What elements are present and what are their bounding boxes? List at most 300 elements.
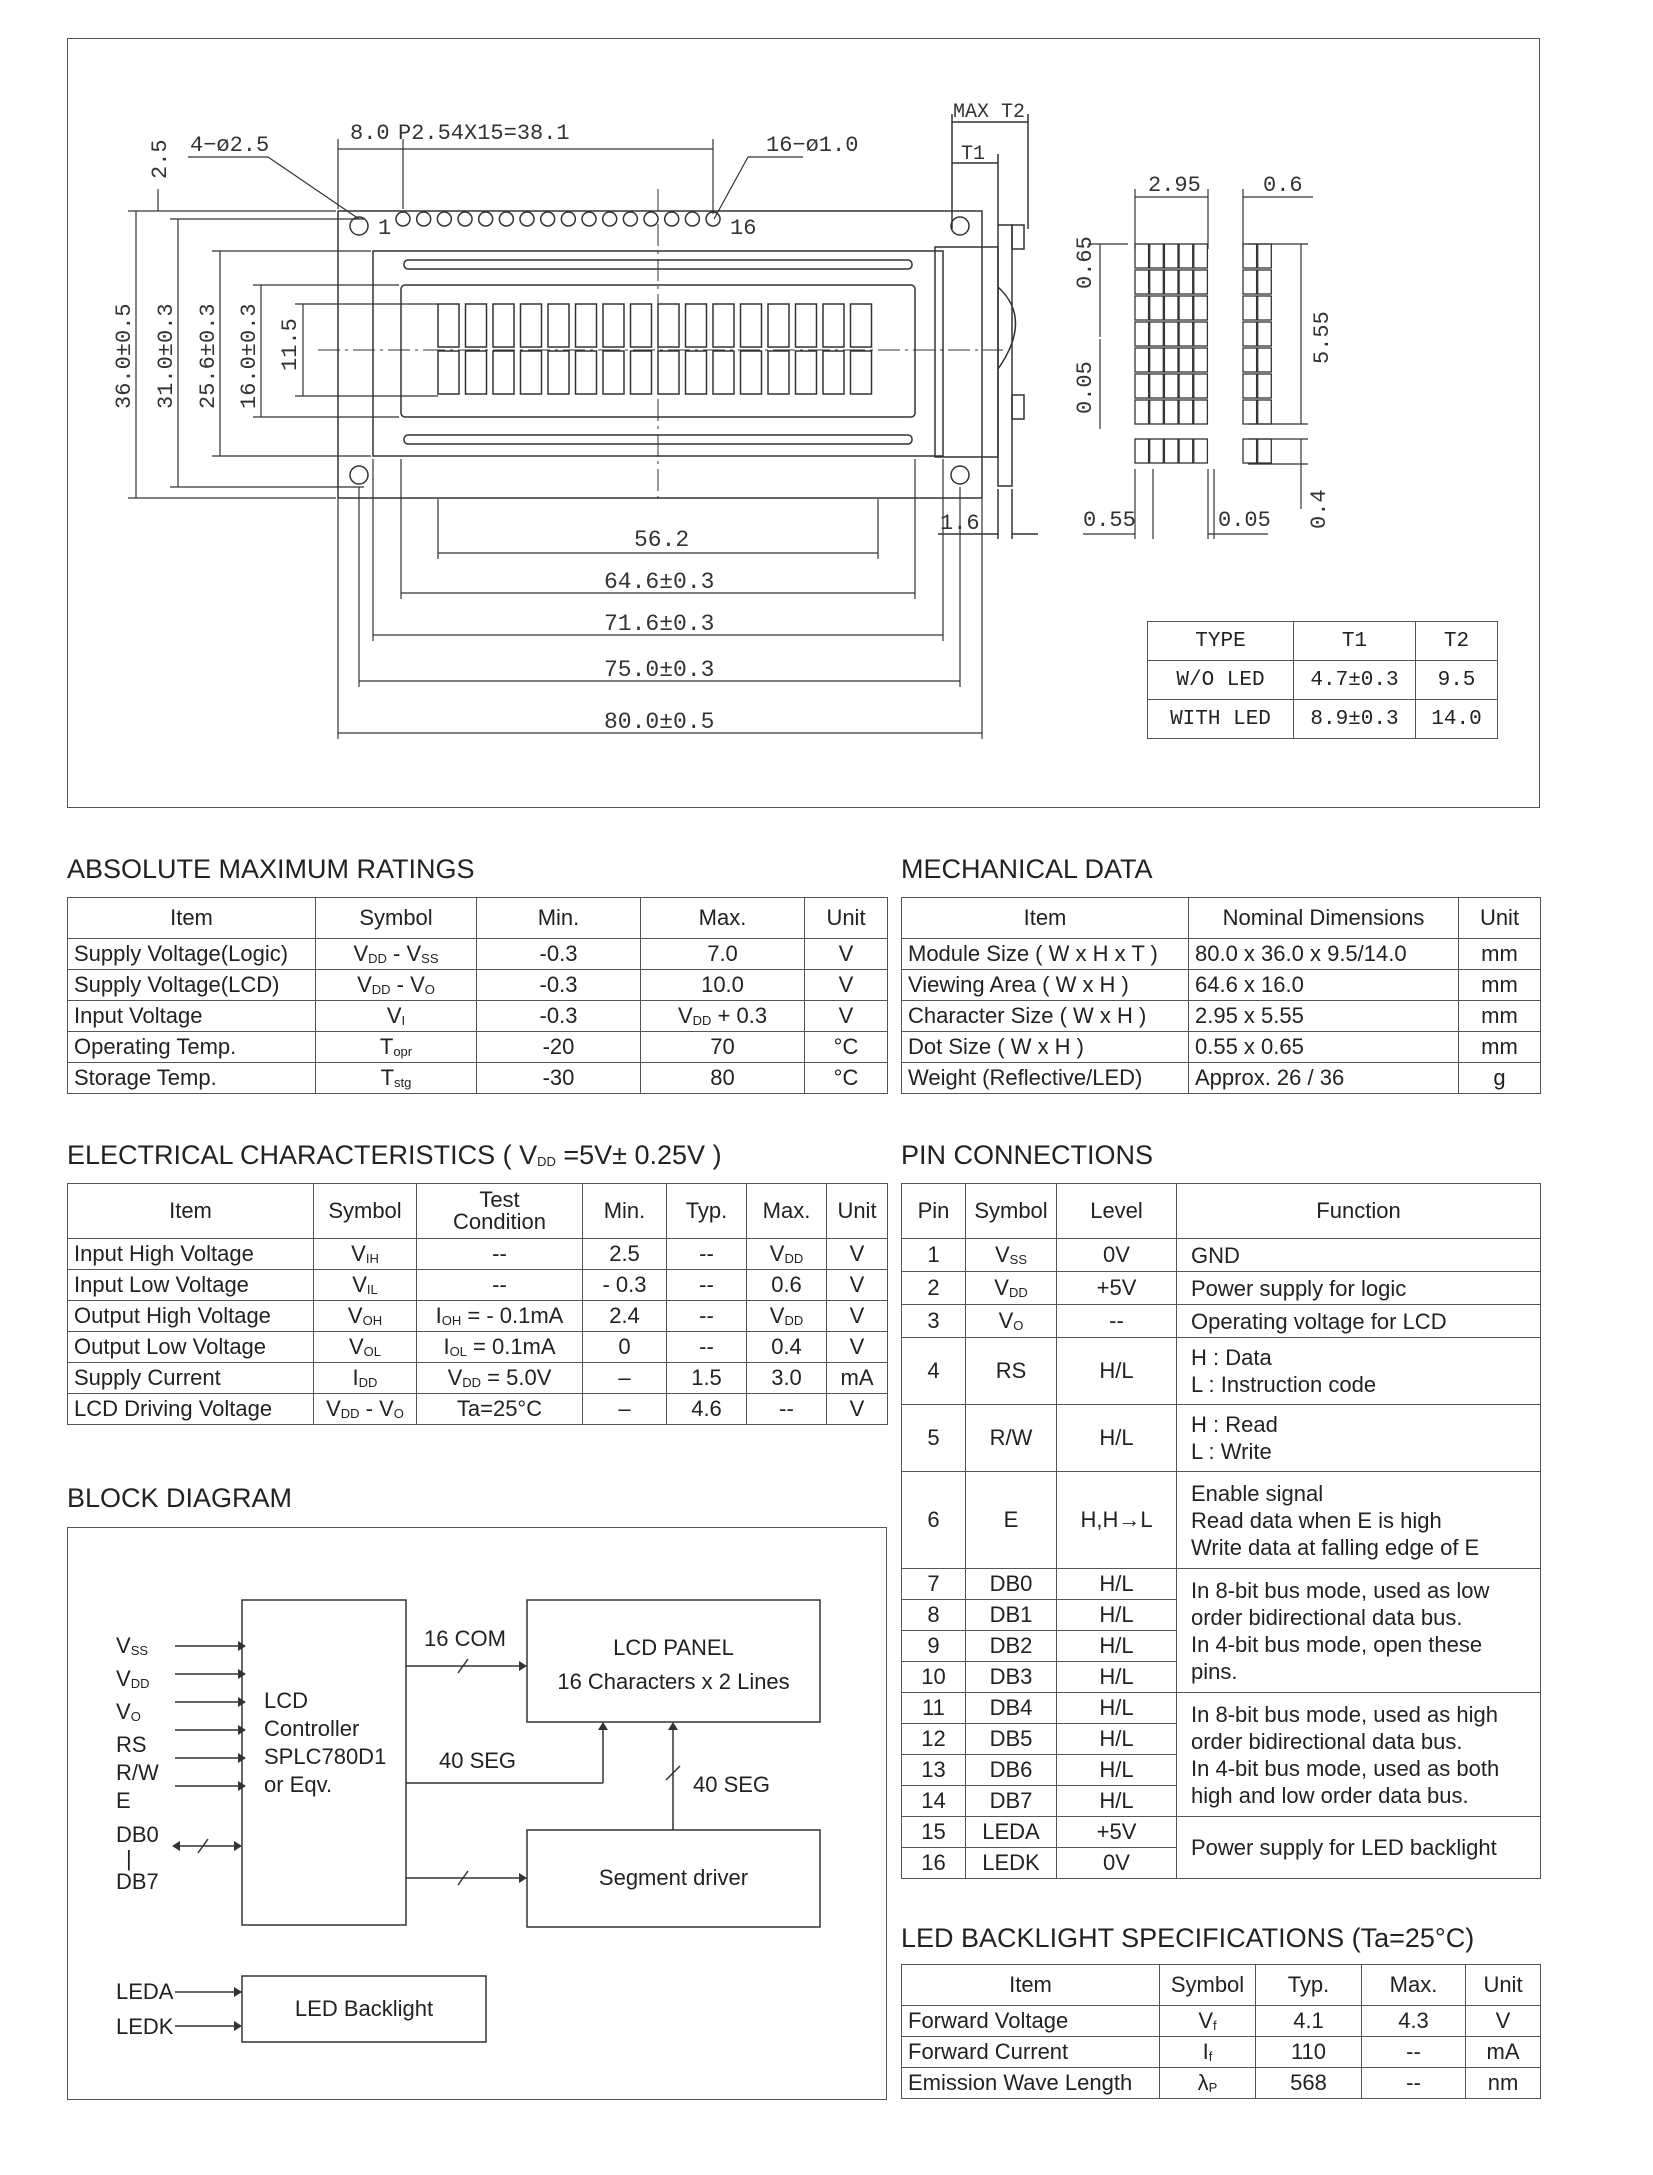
pin-level: 0V [1057,1848,1177,1879]
db0-label: DB0 [116,1822,159,1847]
col-typ: Typ. [1256,1965,1362,2006]
abs-max-row-cell: 10.0 [641,970,805,1001]
char-cell [548,351,569,394]
dot [1243,270,1257,294]
mech-row [902,970,1541,1001]
type-t2-value: 14.0 [1416,700,1498,739]
abs-max-row-cell: $V_I$ [316,1001,477,1032]
pin-symbol: RS [966,1338,1057,1405]
abs-max-row-cell: V [805,1001,888,1032]
elec-row-cell: -- [667,1301,747,1332]
dot [1194,400,1208,424]
char-cell [686,351,707,394]
elec-row-cell: -- [667,1270,747,1301]
dim-max-t2: MAX T2 [953,101,1026,124]
pin-function-line: pins. [1191,1658,1238,1684]
pin-number: 8 [902,1600,966,1631]
pin-row [902,1272,1541,1305]
dim-char-gap: 0.6 [1263,173,1303,198]
elec-row [68,1363,888,1394]
dot [1243,374,1257,398]
dot [1194,270,1208,294]
char-cell [521,351,542,394]
pin-function-line: H : Data [1191,1345,1272,1370]
col-unit: Unit [1466,1965,1541,2006]
elec-row-cell: $V_{OL}$ [314,1332,417,1363]
mech-row-cell: Weight (Reflective/LED) [902,1063,1189,1094]
char-cell [603,351,624,394]
dim-t1: T1 [961,143,986,166]
dim-dot-gap2: 0.05 [1218,508,1271,533]
elec-row-cell: Output Low Voltage [68,1332,314,1363]
dot [1135,296,1149,320]
pin-hole [417,212,431,226]
dot [1135,439,1149,463]
mech-row-cell: mm [1459,970,1541,1001]
pin-function: Power supply for logic [1177,1272,1541,1305]
abs-max-row-cell: V [805,970,888,1001]
pin-row [902,1817,1541,1848]
dot [1258,348,1272,372]
dot [1164,374,1178,398]
backlight-row [902,2068,1541,2099]
elec-row-cell: Output High Voltage [68,1301,314,1332]
pin-symbol: LEDK [966,1848,1057,1879]
pin-symbol: $V_O$ [966,1305,1057,1338]
mech-row-cell: 64.6 x 16.0 [1189,970,1459,1001]
pin-function [1177,1693,1541,1817]
pin-function-line: In 4-bit bus mode, open these [1191,1631,1483,1657]
seg-ctrl-label: 40 SEG [439,1748,517,1773]
dot [1135,348,1149,372]
pin-level: H/L [1057,1338,1177,1405]
dot [1135,244,1149,268]
char-cell [631,304,652,347]
backlight-row-cell: 568 [1256,2068,1362,2099]
col-max: Max. [747,1184,827,1239]
elec-row-cell: - 0.3 [583,1270,667,1301]
backlight-row-cell: nm [1466,2068,1541,2099]
pin-function [1177,1472,1541,1569]
pin-function-line: In 8-bit bus mode, used as low [1191,1577,1490,1603]
char-cell [493,304,514,347]
pin-level: 0V [1057,1239,1177,1272]
table-header-row [902,1965,1541,2006]
bd-panel-line: LCD PANEL [613,1635,734,1660]
type-t1-value: 4.7±0.3 [1294,661,1416,700]
elec-title-cond: ( $V_{DD} =5V\pm 0.25V$ ) [502,1140,722,1170]
dot [1164,322,1178,346]
dot [1164,439,1178,463]
char-cell [768,304,789,347]
pin-function-line: L : Instruction code [1191,1372,1377,1397]
dim-h-total: 36.0±0.5 [112,303,137,409]
pin-function-line: Read data when E is high [1191,1507,1442,1533]
type-row-with-led: WITH LED [1148,700,1294,739]
pin-number: 4 [902,1338,966,1405]
block-diagram-frame [67,1527,887,2100]
col-symbol: Symbol [314,1184,417,1239]
abs-max-row-cell: Storage Temp. [68,1063,316,1094]
elec-row-cell: $V_{DD} = 5.0V$ [417,1363,583,1394]
abs-max-row [68,939,888,970]
mech-row-cell: Viewing Area ( W x H ) [902,970,1189,1001]
col-item: Item [68,1184,314,1239]
mech-row-cell: Dot Size ( W x H ) [902,1032,1189,1063]
abs-max-row-cell: $T_{opr}$ [316,1032,477,1063]
elec-row-cell: Ta=25°C [417,1394,583,1425]
abs-max-row-cell: Supply Voltage(Logic) [68,939,316,970]
abs-max-row-cell: -0.3 [477,970,641,1001]
type-table [1147,621,1498,739]
elec-row-cell: Supply Current [68,1363,314,1394]
char-cell [768,351,789,394]
char-cell [438,351,459,394]
pin-row [902,1693,1541,1724]
pin-symbol: $V_{DD}$ [966,1272,1057,1305]
elec-row-cell: 2.4 [583,1301,667,1332]
dot [1194,244,1208,268]
pin-number: 14 [902,1786,966,1817]
pin-level: H/L [1057,1755,1177,1786]
pin-hole [685,212,699,226]
pin-symbol: DB1 [966,1600,1057,1631]
backlight-row-cell: $I_f$ [1160,2037,1256,2068]
pin-hole [603,212,617,226]
dot [1179,270,1193,294]
mech-title: MECHANICAL DATA [901,854,1153,884]
dim-w-chars: 56.2 [634,527,690,553]
abs-max-row-cell: $V_{DD} + 0.3$ [641,1001,805,1032]
drawing-frame [67,38,1540,808]
mech-row-cell: mm [1459,1032,1541,1063]
dim-pin-pitch: P2.54X15=38.1 [398,121,570,146]
backlight-row-cell: V [1466,2006,1541,2037]
dot [1179,244,1193,268]
col-item: Item [68,898,316,939]
pin-number: 13 [902,1755,966,1786]
mech-row [902,1001,1541,1032]
dim-h-area: 16.0±0.3 [237,303,262,409]
backlight-row-cell: $V_f$ [1160,2006,1256,2037]
mech-table [901,897,1541,1094]
dim-char-height: 5.55 [1310,311,1335,364]
abs-max-row [68,1001,888,1032]
pin-row [902,1239,1541,1272]
pin-hole [623,212,637,226]
elec-row-cell: Input Low Voltage [68,1270,314,1301]
pin-symbol: DB5 [966,1724,1057,1755]
elec-row-cell: $V_{OH}$ [314,1301,417,1332]
dim-w-total: 80.0±0.5 [604,709,715,735]
pin-number: 1 [902,1239,966,1272]
type-t1-value: 8.9±0.3 [1294,700,1416,739]
pin-number: 2 [902,1272,966,1305]
dot [1179,322,1193,346]
dim-margin-left: 8.0 [350,121,390,146]
col-min: Min. [477,898,641,939]
backlight-row-cell: Emission Wave Length [902,2068,1160,2099]
dot [1258,374,1272,398]
dot [1164,400,1178,424]
pin-function: Operating voltage for LCD [1177,1305,1541,1338]
col-typ: Typ. [667,1184,747,1239]
dot [1150,374,1164,398]
char-cell [823,351,844,394]
elec-row [68,1394,888,1425]
abs-max-row [68,970,888,1001]
abs-max-row-cell: Supply Voltage(LCD) [68,970,316,1001]
col-symbol: Symbol [966,1184,1057,1239]
mech-row [902,1063,1541,1094]
elec-row-cell: V [827,1270,888,1301]
col-pin: Pin [902,1184,966,1239]
dot [1150,270,1164,294]
pin-row [902,1305,1541,1338]
dot [1243,322,1257,346]
abs-max-row-cell: $V_{DD} - V_O$ [316,970,477,1001]
backlight-row [902,2006,1541,2037]
abs-max-row-cell: Input Voltage [68,1001,316,1032]
pin-level: -- [1057,1305,1177,1338]
pin-symbol: DB2 [966,1631,1057,1662]
elec-title-main: ELECTRICAL CHARACTERISTICS [67,1140,496,1170]
elec-row-cell: V [827,1394,888,1425]
type-row-wo-led: W/O LED [1148,661,1294,700]
db-separator: | [126,1846,132,1871]
backlight-row-cell: mA [1466,2037,1541,2068]
col-test-condition: Test Condition [417,1184,583,1239]
char-cell [576,351,597,394]
pin-number: 7 [902,1569,966,1600]
table-header-row [902,1184,1541,1239]
dim-cursor-height: 0.4 [1307,489,1332,529]
backlight-row-cell: -- [1362,2068,1466,2099]
mech-row-cell: Character Size ( W x H ) [902,1001,1189,1032]
pin-symbol: R/W [966,1405,1057,1472]
pin-symbol: E [966,1472,1057,1569]
dot [1135,400,1149,424]
pins-table [901,1183,1541,1879]
pin-row [902,1338,1541,1405]
pin-row [902,1405,1541,1472]
elec-row-cell: 0.4 [747,1332,827,1363]
dot [1258,296,1272,320]
bd-inputs-line: $V_{SS}$ [116,1633,149,1658]
char-cell [741,304,762,347]
elec-row [68,1270,888,1301]
lcd-panel-label [527,1631,820,1699]
pin-level: H,H→L [1057,1472,1177,1569]
elec-row-cell: 2.5 [583,1239,667,1270]
pin-number: 6 [902,1472,966,1569]
dot [1164,296,1178,320]
elec-row-cell: 4.6 [667,1394,747,1425]
char-cell [851,304,872,347]
dot [1179,374,1193,398]
dot [1164,244,1178,268]
dim-dot-width: 0.55 [1083,508,1136,533]
col-max: Max. [1362,1965,1466,2006]
pin-symbol: DB3 [966,1662,1057,1693]
dim-h-pcb: 31.0±0.3 [154,303,179,409]
mech-row-cell: Module Size ( W x H x T ) [902,939,1189,970]
pin-function-line: Enable signal [1191,1480,1324,1506]
pin-hole [561,212,575,226]
char-cell [493,351,514,394]
pin-hole [706,212,720,226]
backlight-label: LED Backlight [294,1996,434,2021]
bd-inputs-line: RS [116,1732,147,1757]
pin-level: H/L [1057,1600,1177,1631]
elec-row-cell: $V_{IL}$ [314,1270,417,1301]
backlight-row-cell: Forward Voltage [902,2006,1160,2037]
char-cell [851,351,872,394]
mech-row-cell: 80.0 x 36.0 x 9.5/14.0 [1189,939,1459,970]
pin-symbol: DB7 [966,1786,1057,1817]
elec-table [67,1183,888,1425]
pin-number: 5 [902,1405,966,1472]
pin-hole [582,212,596,226]
pin-function-line: H : Read [1191,1412,1278,1437]
dim-pin-holes: 16−ø1.0 [766,133,859,158]
dot [1179,348,1193,372]
abs-max-row-cell: -0.3 [477,1001,641,1032]
pin-hole [499,212,513,226]
backlight-row-cell: Forward Current [902,2037,1160,2068]
pin-row [902,1472,1541,1569]
t2-header: T2 [1416,622,1498,661]
mech-row-cell: mm [1459,1001,1541,1032]
dot [1135,374,1149,398]
elec-row-cell: $V_{DD}$ [747,1301,827,1332]
elec-row-cell: V [827,1239,888,1270]
dot [1179,439,1193,463]
elec-row-cell: $V_{IH}$ [314,1239,417,1270]
type-t2-value: 9.5 [1416,661,1498,700]
dim-char-width: 2.95 [1148,173,1201,198]
char-cell [686,304,707,347]
abs-max-row-cell: $T_{stg}$ [316,1063,477,1094]
backlight-row-cell: -- [1362,2037,1466,2068]
backlight-row-cell: 110 [1256,2037,1362,2068]
dot [1243,348,1257,372]
pin-level: H/L [1057,1662,1177,1693]
elec-row-cell: Input High Voltage [68,1239,314,1270]
abs-max-title: ABSOLUTE MAXIMUM RATINGS [67,854,475,884]
abs-max-row [68,1063,888,1094]
pin-hole [396,212,410,226]
dot [1150,439,1164,463]
abs-max-row [68,1032,888,1063]
abs-max-row-cell: Operating Temp. [68,1032,316,1063]
col-unit: Unit [827,1184,888,1239]
bd-panel-line: 16 Characters x 2 Lines [557,1669,790,1694]
pin-hole [541,212,555,226]
pins-title: PIN CONNECTIONS [901,1140,1154,1170]
pin-function-line: In 4-bit bus mode, used as both [1191,1755,1500,1781]
char-cell [603,304,624,347]
pin-symbol: LEDA [966,1817,1057,1848]
char-cell [548,304,569,347]
dot [1243,439,1257,463]
pin-number: 12 [902,1724,966,1755]
com-label: 16 COM [424,1626,506,1651]
char-cell [466,351,487,394]
dot [1194,348,1208,372]
table-header-row [68,1184,888,1239]
pin-function-line: order bidirectional data bus. [1191,1728,1463,1754]
col-item: Item [902,898,1189,939]
backlight-title: LED BACKLIGHT SPECIFICATIONS (Ta=25°C) [901,1923,1475,1953]
elec-row-cell: 3.0 [747,1363,827,1394]
dot [1258,244,1272,268]
pin-number: 16 [902,1848,966,1879]
elec-row-cell: $V_{DD} - V_O$ [314,1394,417,1425]
col-nominal: Nominal Dimensions [1189,898,1459,939]
pin-number: 3 [902,1305,966,1338]
dot [1194,296,1208,320]
pin-function [1177,1569,1541,1693]
pin-function-line: high and low order data bus. [1191,1782,1469,1808]
bd-inputs-line: E [116,1788,131,1813]
col-symbol: Symbol [316,898,477,939]
pin-row [902,1569,1541,1600]
dot [1243,296,1257,320]
pin-function: GND [1177,1239,1541,1272]
elec-row-cell: – [583,1363,667,1394]
pin-hole [644,212,658,226]
pin-function-line: order bidirectional data bus. [1191,1604,1463,1630]
dot [1179,296,1193,320]
elec-row-cell: -- [417,1239,583,1270]
char-cell [823,304,844,347]
dot [1194,322,1208,346]
dim-dot-gap: 0.05 [1073,361,1098,414]
dim-dot-height: 0.65 [1073,236,1098,289]
elec-row-cell: $I_{OL} = 0.1mA$ [417,1332,583,1363]
pin-number: 15 [902,1817,966,1848]
char-cell [631,351,652,394]
elec-row-cell: 0 [583,1332,667,1363]
backlight-table [901,1964,1541,2099]
abs-max-row-cell: $V_{DD} - V_{SS}$ [316,939,477,970]
pin-1-label: 1 [378,216,392,241]
dot [1243,244,1257,268]
mech-row [902,1032,1541,1063]
pin-16-label: 16 [730,216,757,241]
dot [1150,244,1164,268]
abs-max-row-cell: 70 [641,1032,805,1063]
elec-row-cell: 1.5 [667,1363,747,1394]
pin-hole [479,212,493,226]
abs-max-row-cell: -30 [477,1063,641,1094]
elec-row-cell: -- [747,1394,827,1425]
abs-max-table [67,897,888,1094]
dot [1164,270,1178,294]
dot [1258,439,1272,463]
pin-hole [665,212,679,226]
type-header: TYPE [1148,622,1294,661]
elec-row-cell: -- [667,1239,747,1270]
dim-w-bezel: 71.6±0.3 [604,611,715,637]
pin-number: 10 [902,1662,966,1693]
dim-pcb-thickness: 1.6 [940,511,980,536]
ledk-label: LEDK [116,2014,174,2039]
elec-row-cell: $I_{DD}$ [314,1363,417,1394]
char-cell [741,351,762,394]
dot [1164,348,1178,372]
